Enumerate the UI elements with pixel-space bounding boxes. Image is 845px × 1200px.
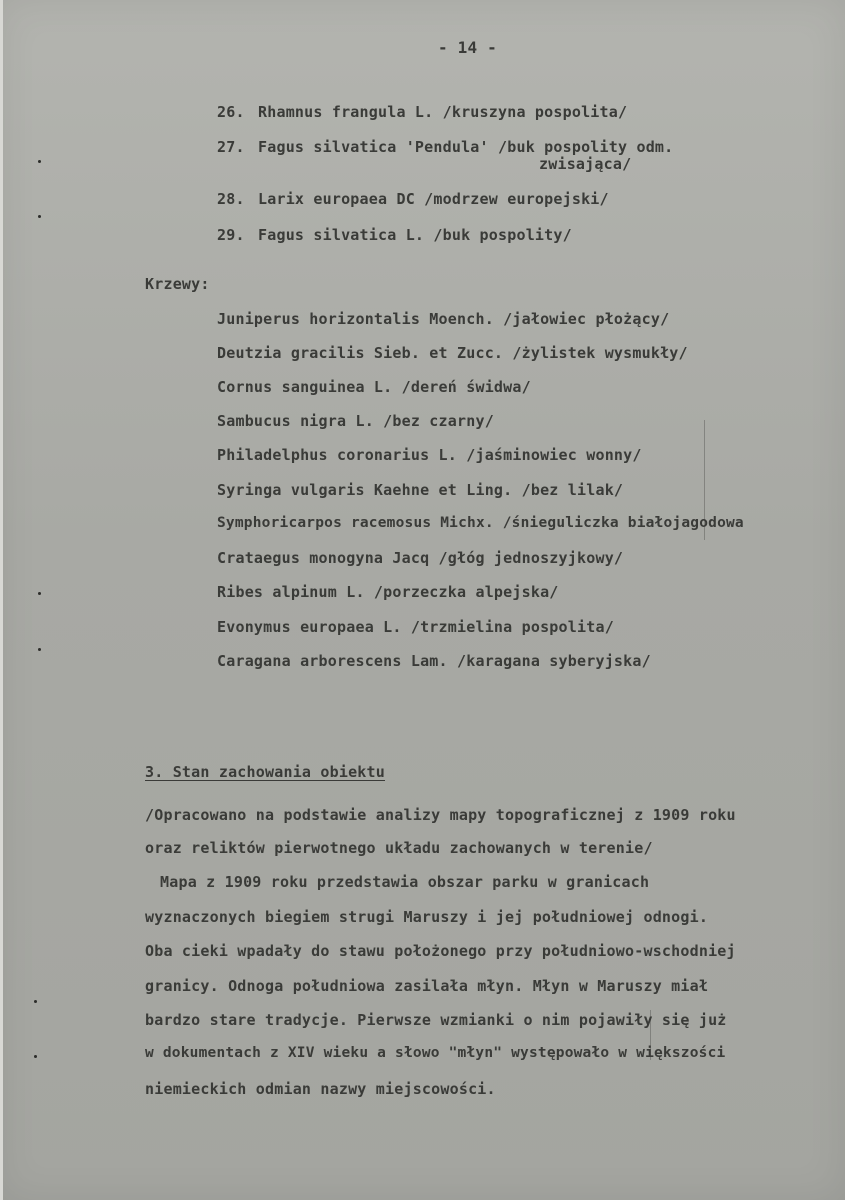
paragraph-line: Oba cieki wpadały do stawu położonego przy południowo-wschodniej xyxy=(145,942,736,960)
paper-crease xyxy=(650,1010,651,1060)
paragraph-line: w dokumentach z XIV wieku a słowo "młyn" występowało w większości xyxy=(145,1045,726,1061)
margin-dot xyxy=(38,592,41,595)
margin-dot xyxy=(34,1055,37,1058)
list-item: Fagus silvatica 'Pendula' /buk pospolity odm. xyxy=(258,138,674,156)
list-item-number: 28. xyxy=(217,190,245,208)
list-item: Caragana arborescens Lam. /karagana syberyjska/ xyxy=(217,652,651,670)
list-item: Evonymus europaea L. /trzmielina pospolita/ xyxy=(217,618,614,636)
list-item: Cornus sanguinea L. /dereń świdwa/ xyxy=(217,378,531,396)
shrubs-heading: Krzewy: xyxy=(145,275,210,293)
list-item: Syringa vulgaris Kaehne et Ling. /bez lilak/ xyxy=(217,481,624,499)
paragraph-line: bardzo stare tradycje. Pierwsze wzmianki o nim pojawiły się już xyxy=(145,1011,727,1029)
list-item: Juniperus horizontalis Moench. /jałowiec płożący/ xyxy=(217,310,670,328)
list-item-continuation: zwisająca/ xyxy=(539,155,632,173)
list-item-number: 29. xyxy=(217,226,245,244)
list-item: Larix europaea DC /modrzew europejski/ xyxy=(258,190,609,208)
list-item: Sambucus nigra L. /bez czarny/ xyxy=(217,412,494,430)
paragraph-line: Mapa z 1909 roku przedstawia obszar parku w granicach xyxy=(160,873,650,891)
list-item: Rhamnus frangula L. /kruszyna pospolita/ xyxy=(258,103,628,121)
list-item-number: 26. xyxy=(217,103,245,121)
list-item: Deutzia gracilis Sieb. et Zucc. /żylistek wysmukły/ xyxy=(217,344,688,362)
list-item: Symphoricarpos racemosus Michx. /śnieguliczka białojagodowa xyxy=(217,515,744,531)
margin-dot xyxy=(38,215,41,218)
list-item: Fagus silvatica L. /buk pospolity/ xyxy=(258,226,572,244)
paper-crease xyxy=(704,420,705,540)
paragraph-line: /Opracowano na podstawie analizy mapy topograficznej z 1909 roku xyxy=(145,806,736,824)
margin-dot xyxy=(34,1000,37,1003)
paragraph-line: granicy. Odnoga południowa zasilała młyn. Młyn w Maruszy miał xyxy=(145,977,709,995)
list-item: Crataegus monogyna Jacq /głóg jednoszyjkowy/ xyxy=(217,549,624,567)
page-number: - 14 - xyxy=(438,38,497,57)
paragraph-line: niemieckich odmian nazwy miejscowości. xyxy=(145,1080,496,1098)
list-item: Ribes alpinum L. /porzeczka alpejska/ xyxy=(217,583,559,601)
paragraph-line: oraz reliktów pierwotnego układu zachowanych w terenie/ xyxy=(145,839,653,857)
paragraph-line: wyznaczonych biegiem strugi Maruszy i jej południowej odnogi. xyxy=(145,908,709,926)
margin-dot xyxy=(38,160,41,163)
list-item: Philadelphus coronarius L. /jaśminowiec wonny/ xyxy=(217,446,642,464)
section-heading: 3. Stan zachowania obiektu xyxy=(145,763,385,781)
list-item-number: 27. xyxy=(217,138,245,156)
margin-dot xyxy=(38,648,41,651)
